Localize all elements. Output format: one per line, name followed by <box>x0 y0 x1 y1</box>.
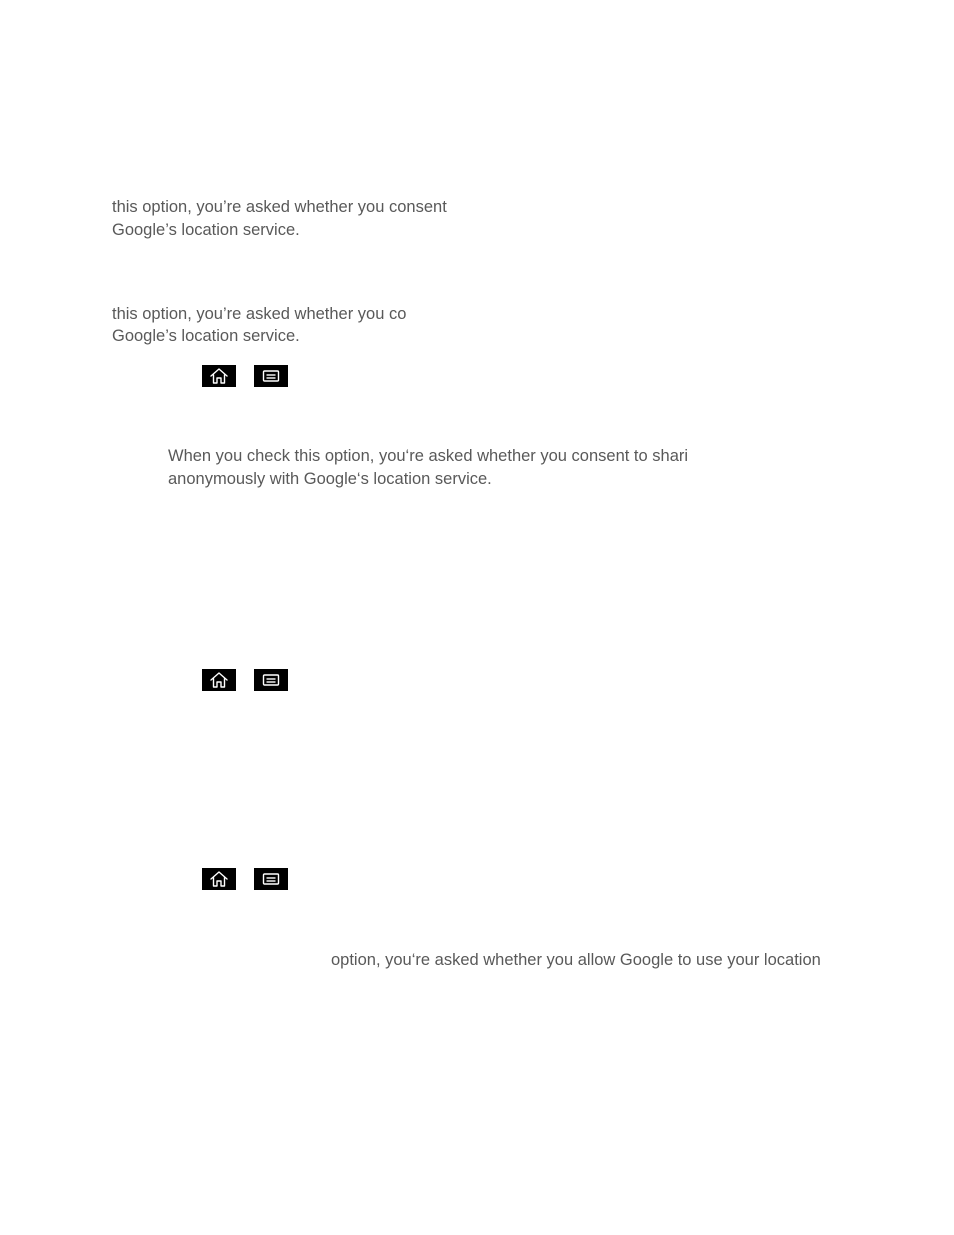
paragraph-line: option, you‘re asked whether you allow Google to use your location <box>331 951 821 969</box>
menu-key-icon <box>254 868 288 890</box>
menu-icon <box>260 367 282 385</box>
home-icon <box>208 367 230 385</box>
home-key-icon <box>202 365 236 387</box>
menu-key-icon <box>254 669 288 691</box>
home-icon <box>208 671 230 689</box>
paragraph-line: Google’s location service. <box>112 221 300 239</box>
paragraph-line: this option, you’re asked whether you co <box>112 305 407 323</box>
paragraph-line: Google’s location service. <box>112 327 300 345</box>
home-key-icon <box>202 868 236 890</box>
home-key-icon <box>202 669 236 691</box>
menu-icon <box>260 671 282 689</box>
home-icon <box>208 870 230 888</box>
paragraph-line: this option, you’re asked whether you consent <box>112 198 447 216</box>
menu-key-icon <box>254 365 288 387</box>
paragraph-line: When you check this option, you‘re asked whether you consent to shari <box>168 447 689 465</box>
paragraph-line: anonymously with Google‘s location service. <box>168 470 492 488</box>
menu-icon <box>260 870 282 888</box>
